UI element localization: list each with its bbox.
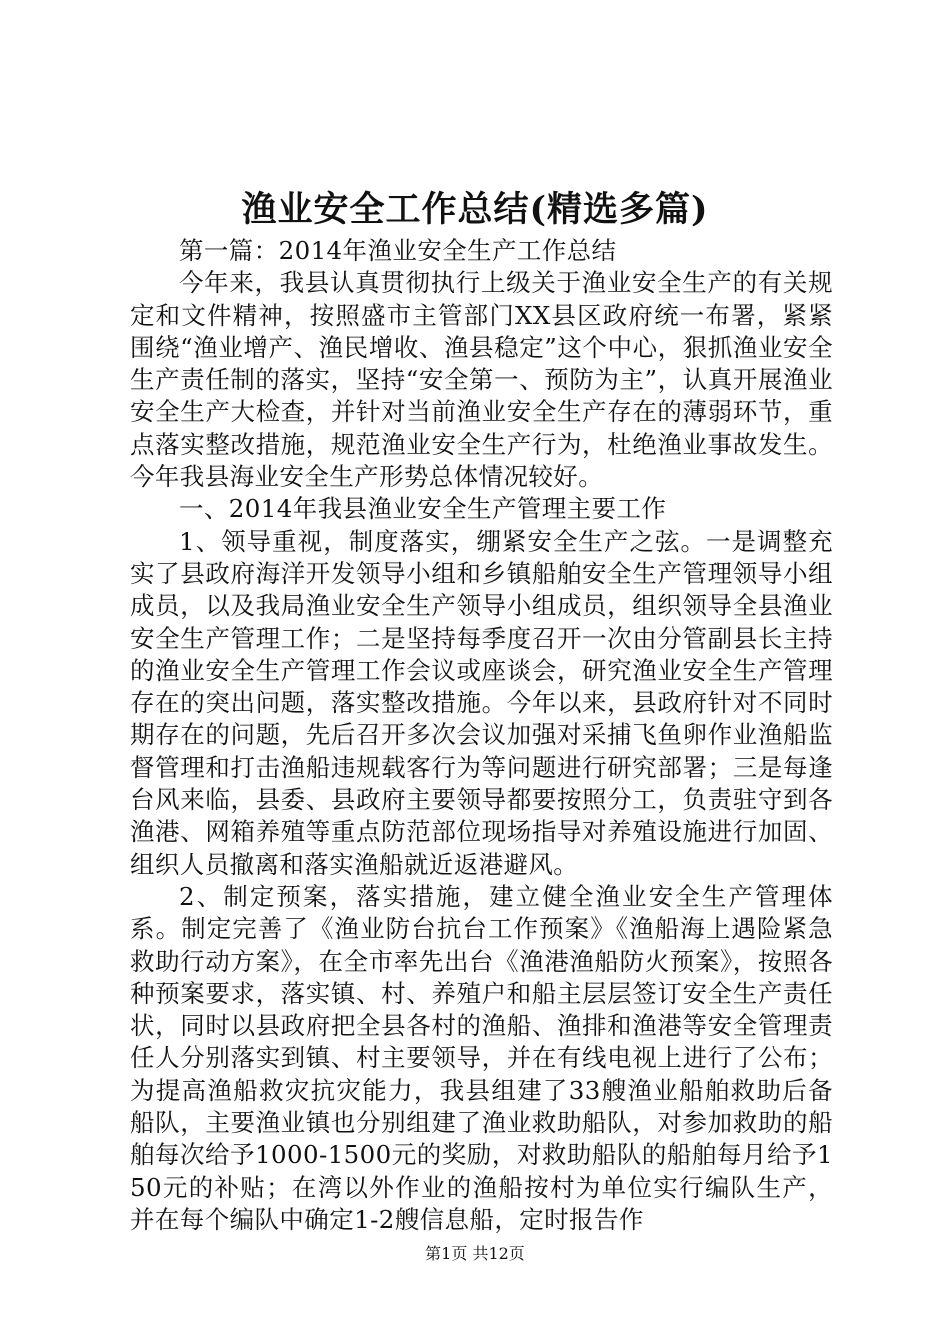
- section-heading: 第一篇：2014年渔业安全生产工作总结: [179, 236, 617, 265]
- document-body: [130, 235, 833, 1236]
- document-title: 渔业安全工作总结(精选多篇): [241, 189, 709, 230]
- intro-paragraph: 今年来，我县认真贯彻执行上级关于渔业安全生产的有关规定和文件精神，按照盛市主管部门XX县区政府统一布署，紧紧围绕“渔业增产、渔民增收、渔县稳定”这个中心，狠抓渔业安全生产责任制的落实，坚持“安全第一、预防为主”，认真开展渔业安全生产大检查，并针对当前渔业安全生产存在的薄弱环节，重点落实整改措施，规范渔业安全生产行为，杜绝渔业事故发生。今年我县海业安全生产形势总体情况较好。: [130, 268, 833, 492]
- body-paragraph: 2、制定预案，落实措施，建立健全渔业安全生产管理体系。制定完善了《渔业防台抗台工作预案》《渔船海上遇险紧急救助行动方案》，在全市率先出台《渔港渔船防火预案》，按照各种预案要求，落实镇、村、养殖户和船主层层签订安全生产责任状，同时以县政府把全县各村的渔船、渔排和渔港等安全管理责任人分别落实到镇、村主要领导，并在有线电视上进行了公布；为提高渔船救灾抗灾能力，我县组建了33艘渔业船舶救助后备船队，主要渔业镇也分别组建了渔业救助船队，对参加救助的船舶每次给予1000-1500元的奖励，对救助船队的船舶每月给予150元的补贴；在湾以外作业的渔船按村为单位实行编队生产，并在每个编队中确定1-2艘信息船，定时报告作: [130, 881, 833, 1234]
- body-paragraph: 1、领导重视，制度落实，绷紧安全生产之弦。一是调整充实了县政府海洋开发领导小组和乡镇船舶安全生产管理领导小组成员，以及我局渔业安全生产领导小组成员，组织领导全县渔业安全生产管理工作；二是坚持每季度召开一次由分管副县长主持的渔业安全生产管理工作会议或座谈会，研究渔业安全生产管理存在的突出问题，落实整改措施。今年以来，县政府针对不同时期存在的问题，先后召开多次会议加强对采捕飞鱼卵作业渔船监督管理和打击渔船违规载客行为等问题进行研究部署；三是每逢台风来临，县委、县政府主要领导都要按照分工，负责驻守到各渔港、网箱养殖等重点防范部位现场指导对养殖设施进行加固、组织人员撤离和落实渔船就近返港避风。: [130, 526, 833, 879]
- page-number-footer: 第1页 共12页: [425, 1244, 525, 1263]
- subsection-heading: 一、2014年我县渔业安全生产管理主要工作: [179, 494, 667, 524]
